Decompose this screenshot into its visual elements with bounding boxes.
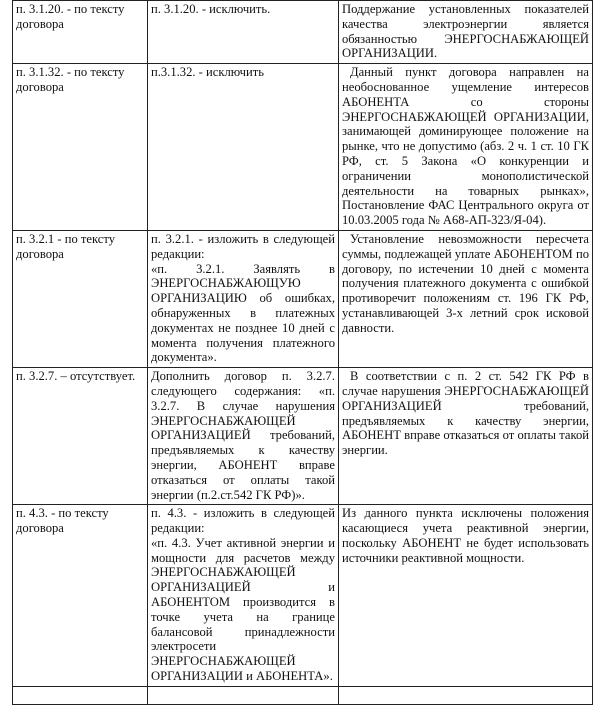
- reason-cell: Из данного пункта исключены положения касающиеся учета реактивной энергии, поскольку АБОНЕНТ не будет использовать источники реактивной мощности.: [339, 505, 593, 687]
- table-row-cut-off: [13, 686, 593, 704]
- change-cell: [148, 505, 339, 687]
- clause-cell: п. 3.1.20. - по тексту договора: [13, 1, 148, 64]
- change-cell: п.3.1.32. - исключить: [148, 64, 339, 231]
- table-row: [13, 230, 593, 367]
- clause-cell: п. 3.1.32. - по тексту договора: [13, 64, 148, 231]
- reason-cell: [339, 686, 593, 704]
- change-intro: п. 3.2.1. - изложить в следующей редакции:: [151, 231, 335, 261]
- change-cell: п. 3.1.20. - исключить.: [148, 1, 339, 64]
- clause-cell: п. 3.2.1 - по тексту договора: [13, 230, 148, 367]
- reason-cell: В соответствии с п. 2 ст. 542 ГК РФ в случае нарушения ЭНЕРГОСНАБЖАЮЩЕЙ ОРГАНИЗАЦИЕЙ требований, предъявляемых к качеству энергии, АБОНЕНТ вправе отказаться от оплаты такой энергии.: [339, 368, 593, 505]
- change-cell: Дополнить договор п. 3.2.7. следующего содержания: «п. 3.2.7. В случае нарушения ЭНЕРГОСНАБЖАЮЩЕЙ ОРГАНИЗАЦИЕЙ требований, предъявляемых к качеству энергии, АБОНЕНТ вправе отказаться от оплаты такой энергии (п.2.ст.542 ГК РФ)».: [148, 368, 339, 505]
- table-row: [13, 505, 593, 687]
- reason-cell: Поддержание установленных показателей качества электроэнергии является обязанностью ЭНЕРГОСНАБЖАЮЩЕЙ ОРГАНИЗАЦИИ.: [339, 1, 593, 64]
- document-page: [12, 0, 588, 705]
- clause-cell: п. 3.2.7. – отсутствует.: [13, 368, 148, 505]
- reason-cell: Установление невозможности пересчета суммы, подлежащей уплате АБОНЕНТОМ по договору, по истечении 10 дней с момента получения платежного документа с ошибкой противоречит положениям ст. 196 ГК РФ, устанавливающей 3-х летний срок исковой давности.: [339, 230, 593, 367]
- table-row: [13, 64, 593, 231]
- change-intro: п. 4.3. - изложить в следующей редакции:: [151, 506, 335, 536]
- table-row: [13, 1, 593, 64]
- change-quote: «п. 3.2.1. Заявлять в ЭНЕРГОСНАБЖАЮЩУЮ ОРГАНИЗАЦИЮ об ошибках, обнаруженных в платежных документах не позднее 10 дней с момента получения платежного документа».: [151, 261, 335, 365]
- change-cell: [148, 686, 339, 704]
- table-row: [13, 368, 593, 505]
- clause-cell: п. 4.3. - по тексту договора: [13, 505, 148, 687]
- change-cell: [148, 230, 339, 367]
- reason-cell: Данный пункт договора направлен на необоснованное ущемление интересов АБОНЕНТА со стороны ЭНЕРГОСНАБЖАЮЩЕЙ ОРГАНИЗАЦИИ, занимающей доминирующее положение на рынке, что не допустимо (абз. 2 ч. 1 ст. 10 ГК РФ, ст. 5 Закона «О конкуренции и ограничении монополистической деятельности на товарных рынках», Постановление ФАС Центрального округа от 10.03.2005 года № А68-АП-323/Я-04).: [339, 64, 593, 231]
- clause-cell: [13, 686, 148, 704]
- contract-disagreements-table: [12, 0, 593, 705]
- change-quote: «п. 4.3. Учет активной энергии и мощности для расчетов между ЭНЕРГОСНАБЖАЮЩЕЙ ОРГАНИЗАЦИЕЙ и АБОНЕНТОМ производится в точке учета на границе балансовой принадлежности электросети ЭНЕРГОСНАБЖАЮЩЕЙ ОРГАНИЗАЦИИ и АБОНЕНТА».: [151, 535, 335, 684]
